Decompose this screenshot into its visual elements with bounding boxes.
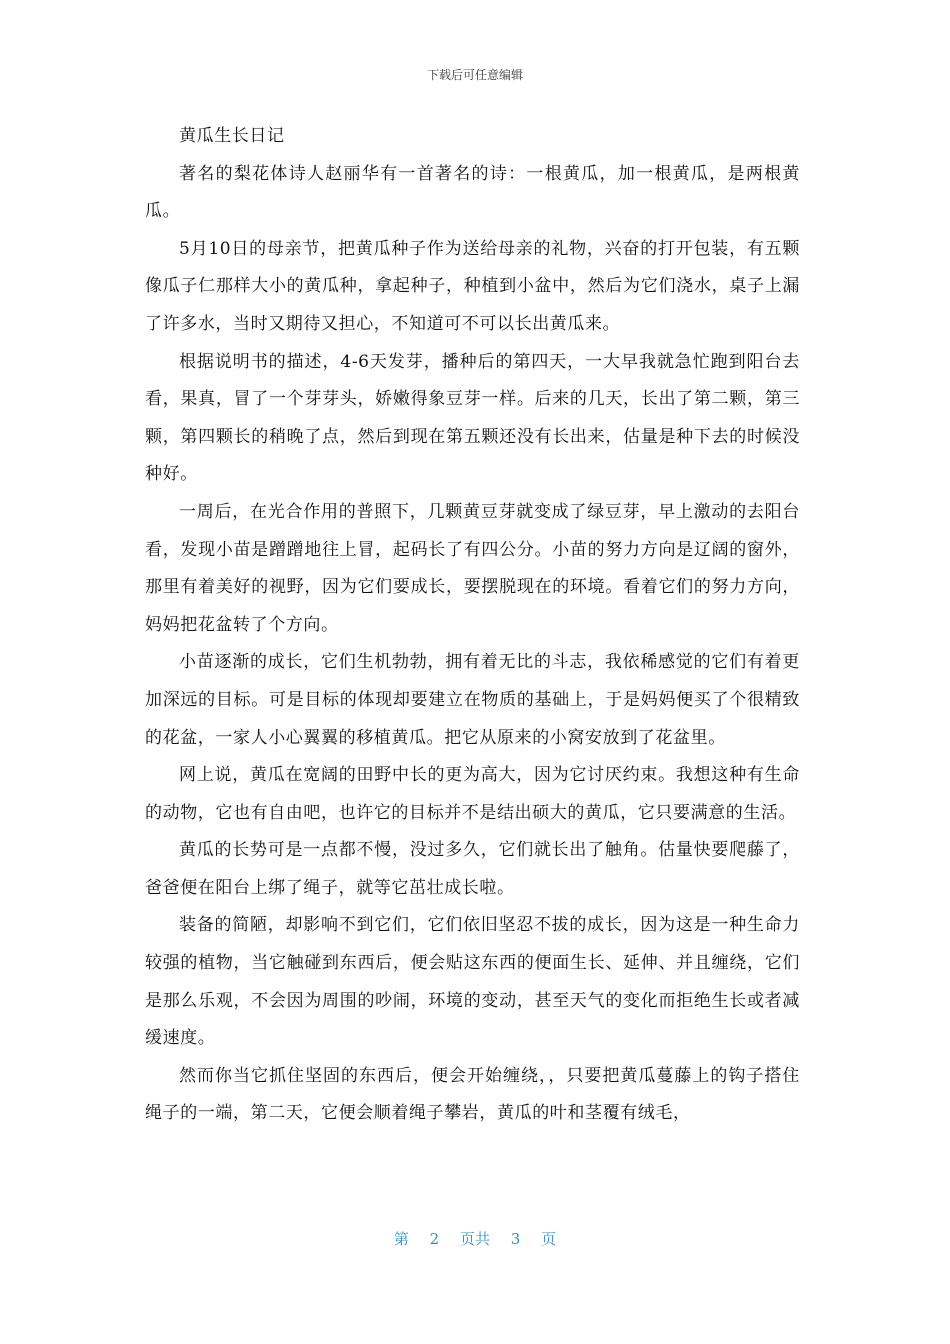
paragraph-7: 黄瓜的长势可是一点都不慢，没过多久，它们就长出了触角。估量快要爬藤了，爸爸便在阳台上绑了绳子，就等它茁壮成长啦。 (145, 840, 800, 898)
paragraph-5: 小苗逐渐的成长，它们生机勃勃，拥有着无比的斗志，我依稀感觉的它们有着更加深远的目标。可是目标的体现却要建立在物质的基础上，于是妈妈便买了个很精致的花盆，一家人小心翼翼的移植黄瓜。把它从原来的小窝安放到了花盆里。 (145, 652, 800, 748)
page-footer (0, 1229, 950, 1249)
paragraph-8: 装备的简陋，却影响不到它们，它们依旧坚忍不拔的成长，因为这是一种生命力较强的植物，当它触碰到东西后，便会贴这东西的便面生长、延伸、并且缠绕，它们是那么乐观，不会因为周围的吵闹，环境的变动，甚至天气的变化而拒绝生长或者减缓速度。 (145, 915, 800, 1049)
document-title: 黄瓜生长日记 (179, 126, 285, 146)
paragraph-4: 一周后，在光合作用的普照下，几颗黄豆芽就变成了绿豆芽，早上激动的去阳台看，发现小苗是蹭蹭地往上冒，起码长了有四公分。小苗的努力方向是辽阔的窗外，那里有着美好的视野，因为它们要成长，要摆脱现在的环境。看着它们的努力方向，妈妈把花盆转了个方向。 (145, 501, 800, 635)
document-body (145, 118, 800, 1133)
paragraph-2: 5月10日的母亲节，把黄瓜种子作为送给母亲的礼物，兴奋的打开包装，有五颗像瓜子仁那样大小的黄瓜种，拿起种子，种植到小盆中，然后为它们浇水，桌子上漏了许多水，当时又期待又担心，不知道可不可以长出黄瓜来。 (145, 238, 800, 334)
footer-total-pages: 3 (510, 1230, 521, 1248)
paragraph-9: 然而你当它抓住坚固的东西后，便会开始缠绕，，只要把黄瓜蔓藤上的钩子搭住绳子的一端，第二天，它便会顺着绳子攀岩，黄瓜的叶和茎覆有绒毛， (145, 1065, 800, 1124)
footer-suffix: 页 (541, 1230, 557, 1248)
footer-prefix: 第 (393, 1230, 409, 1248)
paragraph-3: 根据说明书的描述，4-6天发芽，播种后的第四天，一大早我就急忙跑到阳台去看，果真，冒了一个芽芽头，娇嫩得象豆芽一样。后来的几天，长出了第二颗，第三颗，第四颗长的稍晚了点，然后到现在第五颗还没有长出来，估量是种下去的时候没种好。 (145, 351, 800, 485)
footer-middle: 页共 (459, 1230, 490, 1248)
page-header: 下载后可任意编辑 (426, 68, 523, 82)
footer-current-page: 2 (429, 1230, 440, 1248)
paragraph-1: 著名的梨花体诗人赵丽华有一首著名的诗：一根黄瓜，加一根黄瓜，是两根黄瓜。 (145, 163, 800, 222)
paragraph-6: 网上说，黄瓜在宽阔的田野中长的更为高大，因为它讨厌约束。我想这种有生命的动物，它也有自由吧，也许它的目标并不是结出硕大的黄瓜，它只要满意的生活。 (145, 765, 800, 823)
